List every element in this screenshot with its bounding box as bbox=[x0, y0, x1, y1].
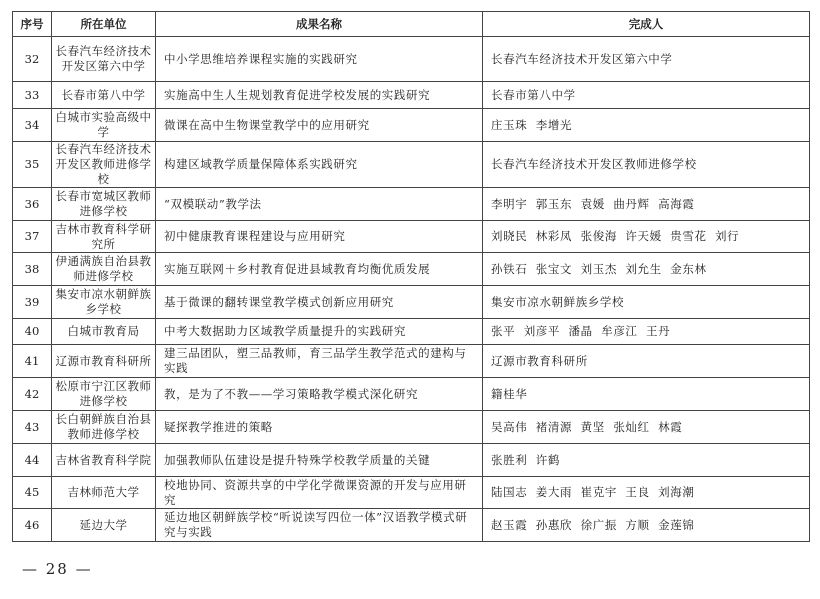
row-unit: 吉林师范大学 bbox=[52, 477, 156, 509]
row-number: 42 bbox=[13, 378, 52, 411]
row-unit: 辽源市教育科研所 bbox=[52, 345, 156, 378]
row-title: 建三品团队，塑三品教师，育三品学生教学范式的建构与实践 bbox=[156, 345, 483, 378]
row-unit: 长春汽车经济技术开发区第六中学 bbox=[52, 37, 156, 82]
row-number: 44 bbox=[13, 444, 52, 477]
row-title: 加强教师队伍建设是提升特殊学校教学质量的关键 bbox=[156, 444, 483, 477]
row-number: 46 bbox=[13, 509, 52, 542]
row-title: 延边地区朝鲜族学校“听说读写四位一体”汉语教学模式研究与实践 bbox=[156, 509, 483, 542]
row-title: 初中健康教育课程建设与应用研究 bbox=[156, 221, 483, 253]
table-row bbox=[13, 345, 810, 378]
row-authors: 长春汽车经济技术开发区教师进修学校 bbox=[483, 142, 810, 188]
row-title: 实施互联网＋乡村教育促进县域教育均衡优质发展 bbox=[156, 253, 483, 286]
row-title: 教，是为了不教——学习策略教学模式深化研究 bbox=[156, 378, 483, 411]
row-title: 中小学思维培养课程实施的实践研究 bbox=[156, 37, 483, 82]
header-authors: 完成人 bbox=[483, 12, 810, 37]
table-row bbox=[13, 109, 810, 142]
row-number: 34 bbox=[13, 109, 52, 142]
row-number: 43 bbox=[13, 411, 52, 444]
table-row bbox=[13, 37, 810, 82]
row-title: 实施高中生人生规划教育促进学校发展的实践研究 bbox=[156, 82, 483, 109]
row-authors: 集安市凉水朝鲜族乡学校 bbox=[483, 286, 810, 319]
row-authors: 张平 刘彦平 潘晶 牟彦江 王丹 bbox=[483, 319, 810, 345]
row-title: 构建区域教学质量保障体系实践研究 bbox=[156, 142, 483, 188]
row-number: 45 bbox=[13, 477, 52, 509]
row-unit: 长春市宽城区教师进修学校 bbox=[52, 188, 156, 221]
row-unit: 吉林省教育科学院 bbox=[52, 444, 156, 477]
row-number: 33 bbox=[13, 82, 52, 109]
row-authors: 辽源市教育科研所 bbox=[483, 345, 810, 378]
header-unit: 所在单位 bbox=[52, 12, 156, 37]
row-unit: 长春汽车经济技术开发区教师进修学校 bbox=[52, 142, 156, 188]
row-title: 微课在高中生物课堂教学中的应用研究 bbox=[156, 109, 483, 142]
header-no: 序号 bbox=[13, 12, 52, 37]
table-row bbox=[13, 221, 810, 253]
row-authors: 李明宇 郭玉东 袁媛 曲丹辉 高海霞 bbox=[483, 188, 810, 221]
row-title: 校地协同、资源共享的中学化学微课资源的开发与应用研究 bbox=[156, 477, 483, 509]
achievement-table bbox=[12, 11, 810, 542]
row-unit: 白城市实验高级中学 bbox=[52, 109, 156, 142]
row-number: 35 bbox=[13, 142, 52, 188]
row-authors: 陆国志 姜大雨 崔克宇 王良 刘海潮 bbox=[483, 477, 810, 509]
row-unit: 吉林市教育科学研究所 bbox=[52, 221, 156, 253]
row-number: 37 bbox=[13, 221, 52, 253]
row-authors: 孙铁石 张宝文 刘玉杰 刘允生 金东林 bbox=[483, 253, 810, 286]
row-title: 疑探教学推进的策略 bbox=[156, 411, 483, 444]
table-row bbox=[13, 286, 810, 319]
page-number: — 28 — bbox=[22, 560, 93, 578]
table-row bbox=[13, 444, 810, 477]
row-unit: 松原市宁江区教师进修学校 bbox=[52, 378, 156, 411]
row-number: 40 bbox=[13, 319, 52, 345]
table-row bbox=[13, 319, 810, 345]
row-title: “双模联动”教学法 bbox=[156, 188, 483, 221]
row-number: 41 bbox=[13, 345, 52, 378]
row-unit: 集安市凉水朝鲜族乡学校 bbox=[52, 286, 156, 319]
table-header-row bbox=[13, 12, 810, 37]
header-title: 成果名称 bbox=[156, 12, 483, 37]
row-unit: 长春市第八中学 bbox=[52, 82, 156, 109]
row-number: 36 bbox=[13, 188, 52, 221]
table-row bbox=[13, 477, 810, 509]
row-authors: 长春市第八中学 bbox=[483, 82, 810, 109]
row-authors: 赵玉霞 孙惠欣 徐广振 方顺 金莲锦 bbox=[483, 509, 810, 542]
row-authors: 刘晓民 林彩凤 张俊海 许天媛 贵雪花 刘行 bbox=[483, 221, 810, 253]
row-number: 38 bbox=[13, 253, 52, 286]
row-unit: 伊通满族自治县教师进修学校 bbox=[52, 253, 156, 286]
table-row bbox=[13, 82, 810, 109]
row-authors: 吴高伟 褚清源 黄坚 张灿红 林霞 bbox=[483, 411, 810, 444]
table-row bbox=[13, 142, 810, 188]
table-row bbox=[13, 253, 810, 286]
row-authors: 庄玉珠 李增光 bbox=[483, 109, 810, 142]
row-number: 39 bbox=[13, 286, 52, 319]
table-row bbox=[13, 509, 810, 542]
row-authors: 张胜利 许鹤 bbox=[483, 444, 810, 477]
row-unit: 长白朝鲜族自治县教师进修学校 bbox=[52, 411, 156, 444]
row-authors: 籍桂华 bbox=[483, 378, 810, 411]
row-authors: 长春汽车经济技术开发区第六中学 bbox=[483, 37, 810, 82]
row-unit: 延边大学 bbox=[52, 509, 156, 542]
row-number: 32 bbox=[13, 37, 52, 82]
table-row bbox=[13, 378, 810, 411]
row-unit: 白城市教育局 bbox=[52, 319, 156, 345]
table-row bbox=[13, 188, 810, 221]
row-title: 基于微课的翻转课堂教学模式创新应用研究 bbox=[156, 286, 483, 319]
table-row bbox=[13, 411, 810, 444]
row-title: 中考大数据助力区域教学质量提升的实践研究 bbox=[156, 319, 483, 345]
